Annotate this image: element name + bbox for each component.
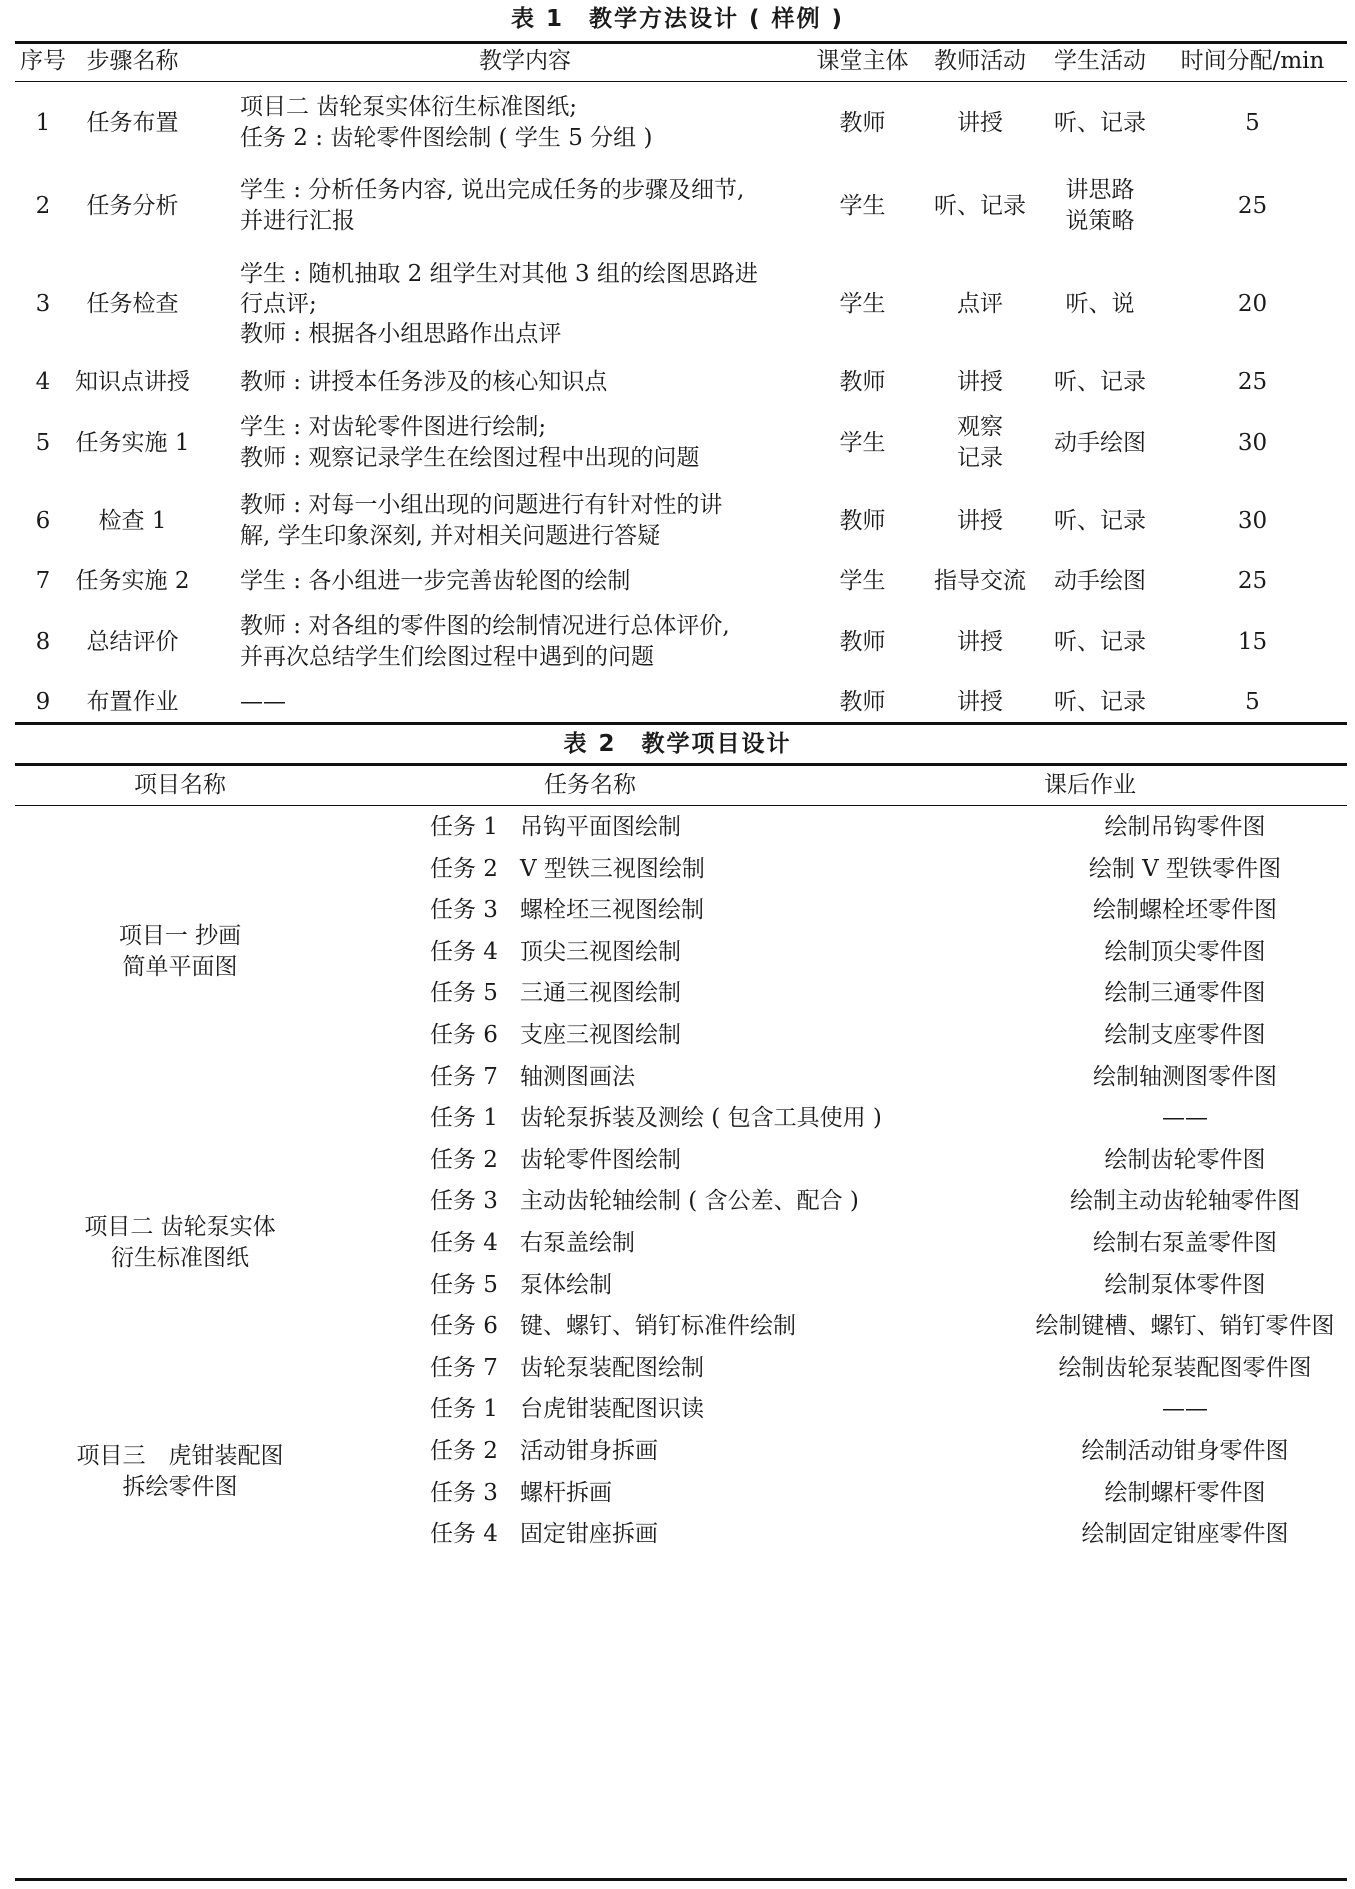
row-student-line: 听、记录 — [1054, 628, 1146, 655]
row-student — [1040, 108, 1160, 139]
task-id: 任务 3 — [430, 1479, 498, 1506]
task-name: 齿轮零件图绘制 — [520, 1146, 681, 1173]
row-no: 3 — [35, 291, 51, 317]
project-name-line: 拆绘零件图 — [122, 1473, 238, 1500]
task-name: 主动齿轮轴绘制 ( 含公差、配合 ) — [520, 1188, 859, 1215]
header-homework: 课后作业 — [1044, 772, 1136, 798]
task-name: 泵体绘制 — [520, 1271, 612, 1298]
row-teacher-line: 指导交流 — [934, 567, 1026, 594]
header-subject: 课堂主体 — [816, 48, 909, 74]
row-student-line: 听、记录 — [1054, 368, 1146, 395]
row-student-line: 听、记录 — [1054, 109, 1146, 136]
row-step: 检查 1 — [98, 508, 167, 534]
row-content-line: 学生 : 分析任务内容, 说出完成任务的步骤及细节, — [240, 177, 745, 203]
task-id: 任务 3 — [430, 897, 498, 924]
row-content — [240, 367, 810, 398]
row-student-line: 动手绘图 — [1054, 567, 1146, 594]
row-student — [1040, 428, 1160, 459]
row-content-line: 学生 : 随机抽取 2 组学生对其他 3 组的绘图思路进 — [240, 261, 758, 287]
row-step: 总结评价 — [86, 629, 179, 655]
task-homework: 绘制螺杆零件图 — [1104, 1479, 1266, 1506]
row-content-line: 学生 : 对齿轮零件图进行绘制; — [240, 414, 547, 440]
task-id: 任务 2 — [430, 1438, 498, 1464]
row-teacher-line: 点评 — [957, 290, 1003, 317]
row-student — [1040, 367, 1160, 398]
task-homework: 绘制吊钩零件图 — [1104, 814, 1266, 840]
row-time: 5 — [1245, 110, 1260, 136]
row-content-line: 教师 : 观察记录学生在绘图过程中出现的问题 — [240, 445, 700, 471]
row-student — [1040, 627, 1160, 658]
row-step: 任务分析 — [86, 193, 179, 219]
row-content — [240, 687, 810, 718]
row-time: 25 — [1237, 568, 1268, 594]
row-teacher — [920, 289, 1040, 320]
row-teacher — [920, 687, 1040, 718]
row-content-line: 任务 2 : 齿轮零件图绘制 ( 学生 5 分组 ) — [240, 125, 653, 151]
task-homework: 绘制键槽、螺钉、销钉零件图 — [1035, 1313, 1335, 1340]
header-step: 步骤名称 — [86, 48, 179, 74]
task-homework: 绘制 V 型铁零件图 — [1088, 855, 1282, 882]
task-homework: 绘制右泵盖零件图 — [1093, 1230, 1277, 1256]
task-name: 台虎钳装配图识读 — [520, 1396, 704, 1423]
table2-top-rule — [15, 763, 1347, 766]
row-no: 5 — [35, 430, 51, 456]
row-teacher-line: 讲授 — [957, 628, 1003, 655]
row-step: 知识点讲授 — [75, 369, 190, 395]
row-student — [1040, 289, 1160, 320]
table1-header-rule — [15, 81, 1347, 82]
task-id: 任务 5 — [430, 980, 498, 1007]
row-subject: 学生 — [839, 291, 886, 317]
row-step: 布置作业 — [86, 689, 179, 715]
project-name — [40, 1441, 320, 1503]
row-step: 任务检查 — [86, 291, 179, 317]
row-content-line: 学生 : 各小组进一步完善齿轮图的绘制 — [240, 567, 631, 594]
project-name-line: 项目二 齿轮泵实体 — [84, 1214, 276, 1240]
task-homework: 绘制齿轮零件图 — [1104, 1146, 1266, 1173]
task-id: 任务 1 — [430, 1105, 498, 1132]
row-no: 1 — [35, 110, 51, 136]
project-name-line: 简单平面图 — [122, 953, 238, 980]
header-no: 序号 — [20, 48, 66, 74]
row-step: 任务实施 2 — [75, 568, 190, 594]
task-homework: 绘制活动钳身零件图 — [1081, 1438, 1289, 1464]
task-name: V 型铁三视图绘制 — [520, 855, 705, 882]
row-teacher — [920, 191, 1040, 222]
header-teacher: 教师活动 — [934, 48, 1026, 74]
row-content-line: 教师 : 对各组的零件图的绘制情况进行总体评价, — [240, 613, 730, 639]
task-homework: 绘制泵体零件图 — [1104, 1271, 1266, 1298]
row-time: 15 — [1237, 629, 1268, 655]
task-name: 螺栓坯三视图绘制 — [520, 897, 704, 924]
row-teacher — [920, 367, 1040, 398]
task-name: 齿轮泵拆装及测绘 ( 包含工具使用 ) — [520, 1105, 882, 1132]
row-no: 4 — [35, 369, 51, 395]
header-student: 学生活动 — [1054, 48, 1146, 74]
project-name-line: 项目三 虎钳装配图 — [76, 1442, 284, 1469]
row-content-line: 并再次总结学生们绘图过程中遇到的问题 — [240, 644, 654, 670]
row-content-line: 教师 : 讲授本任务涉及的核心知识点 — [240, 368, 608, 395]
task-id: 任务 6 — [430, 1022, 498, 1048]
row-time: 30 — [1237, 430, 1268, 456]
row-teacher-line: 讲授 — [957, 368, 1003, 395]
task-id: 任务 1 — [430, 814, 498, 840]
task-homework: 绘制支座零件图 — [1104, 1022, 1266, 1048]
row-content-line: 行点评; — [240, 291, 317, 317]
row-time: 5 — [1245, 689, 1260, 715]
header-project: 项目名称 — [134, 772, 226, 798]
row-teacher — [920, 627, 1040, 658]
task-id: 任务 7 — [430, 1063, 498, 1090]
table2-title: 表 2 教学项目设计 — [563, 731, 792, 757]
task-id: 任务 6 — [430, 1313, 498, 1340]
task-name: 右泵盖绘制 — [520, 1230, 635, 1256]
task-name: 吊钩平面图绘制 — [520, 814, 681, 840]
table2-bottom-rule — [15, 1878, 1347, 1881]
task-name: 齿轮泵装配图绘制 — [520, 1354, 704, 1381]
task-name: 支座三视图绘制 — [520, 1022, 681, 1048]
row-subject: 教师 — [839, 629, 886, 655]
task-homework: 绘制三通零件图 — [1104, 980, 1266, 1007]
row-teacher-line: 讲授 — [957, 688, 1003, 715]
row-subject: 教师 — [839, 110, 886, 136]
row-student-line: 说策略 — [1065, 208, 1135, 234]
task-homework: 绘制固定钳座零件图 — [1081, 1521, 1289, 1548]
task-name: 固定钳座拆画 — [520, 1521, 658, 1548]
row-step: 任务实施 1 — [75, 430, 190, 456]
task-homework: 绘制螺栓坯零件图 — [1093, 897, 1277, 924]
row-teacher-line: 讲授 — [957, 507, 1003, 534]
row-step: 任务布置 — [86, 110, 179, 136]
task-homework: —— — [1162, 1105, 1208, 1132]
row-teacher — [920, 506, 1040, 537]
row-student-line: 听、记录 — [1054, 507, 1146, 534]
header-task: 任务名称 — [544, 772, 636, 798]
row-student — [1040, 506, 1160, 537]
task-name: 顶尖三视图绘制 — [520, 938, 681, 965]
row-content — [240, 259, 810, 349]
task-id: 任务 2 — [430, 855, 498, 882]
task-homework: 绘制轴测图零件图 — [1093, 1063, 1277, 1090]
row-subject: 教师 — [839, 508, 886, 534]
row-subject: 学生 — [839, 430, 886, 456]
task-id: 任务 3 — [430, 1188, 498, 1215]
row-content — [240, 175, 810, 237]
row-time: 20 — [1237, 291, 1268, 317]
row-content-line: —— — [240, 688, 286, 715]
row-content — [240, 566, 810, 597]
row-content — [240, 611, 810, 673]
row-teacher-line: 讲授 — [957, 109, 1003, 136]
task-id: 任务 4 — [430, 938, 498, 965]
task-name: 三通三视图绘制 — [520, 980, 681, 1007]
task-homework: 绘制顶尖零件图 — [1104, 938, 1266, 965]
project-name — [40, 1212, 320, 1274]
row-no: 6 — [35, 508, 51, 534]
task-name: 轴测图画法 — [520, 1063, 635, 1090]
row-time: 30 — [1237, 508, 1268, 534]
table2-header-rule — [15, 805, 1347, 806]
task-id: 任务 7 — [430, 1354, 498, 1381]
row-teacher — [920, 412, 1040, 474]
row-no: 8 — [35, 629, 51, 655]
row-no: 7 — [35, 568, 51, 594]
task-name: 活动钳身拆画 — [520, 1438, 658, 1464]
row-no: 9 — [35, 689, 51, 715]
row-teacher-line: 听、记录 — [934, 192, 1026, 219]
row-subject: 教师 — [839, 369, 886, 395]
row-student-line: 动手绘图 — [1054, 429, 1146, 456]
row-content-line: 并进行汇报 — [240, 208, 355, 234]
row-student-line: 听、说 — [1065, 290, 1135, 317]
row-student — [1040, 687, 1160, 718]
row-teacher — [920, 566, 1040, 597]
row-content-line: 解, 学生印象深刻, 并对相关问题进行答疑 — [240, 523, 661, 549]
row-no: 2 — [35, 193, 51, 219]
row-time: 25 — [1237, 369, 1268, 395]
table1-title: 表 1 教学方法设计 ( 样例 ) — [510, 6, 845, 32]
row-teacher-line: 观察 — [957, 414, 1003, 440]
task-id: 任务 5 — [430, 1271, 498, 1298]
row-student-line: 讲思路 — [1065, 177, 1135, 203]
row-content-line: 教师 : 根据各小组思路作出点评 — [240, 321, 562, 347]
row-teacher — [920, 108, 1040, 139]
table1-bottom-rule — [15, 722, 1347, 725]
task-id: 任务 1 — [430, 1396, 498, 1423]
project-name — [40, 921, 320, 983]
task-homework: 绘制主动齿轮轴零件图 — [1070, 1188, 1300, 1215]
header-content: 教学内容 — [479, 48, 571, 74]
task-name: 键、螺钉、销钉标准件绘制 — [520, 1313, 796, 1340]
row-content-line: 项目二 齿轮泵实体衍生标准图纸; — [240, 94, 578, 120]
row-time: 25 — [1237, 193, 1268, 219]
project-name-line: 衍生标准图纸 — [111, 1245, 249, 1271]
row-teacher-line: 记录 — [957, 445, 1003, 471]
row-content — [240, 92, 810, 154]
row-content-line: 教师 : 对每一小组出现的问题进行有针对性的讲 — [240, 492, 723, 518]
row-content — [240, 412, 810, 474]
row-subject: 教师 — [839, 689, 886, 715]
row-student-line: 听、记录 — [1054, 688, 1146, 715]
header-time: 时间分配/min — [1180, 48, 1325, 74]
task-id: 任务 2 — [430, 1146, 498, 1173]
task-id: 任务 4 — [430, 1521, 498, 1548]
row-content — [240, 490, 810, 552]
task-id: 任务 4 — [430, 1230, 498, 1256]
row-subject: 学生 — [839, 568, 886, 594]
row-subject: 学生 — [839, 193, 886, 219]
task-homework: 绘制齿轮泵装配图零件图 — [1058, 1354, 1312, 1381]
row-student — [1040, 566, 1160, 597]
row-student — [1040, 175, 1160, 237]
project-name-line: 项目一 抄画 — [118, 922, 242, 949]
task-homework: —— — [1162, 1396, 1208, 1423]
task-name: 螺杆拆画 — [520, 1479, 612, 1506]
